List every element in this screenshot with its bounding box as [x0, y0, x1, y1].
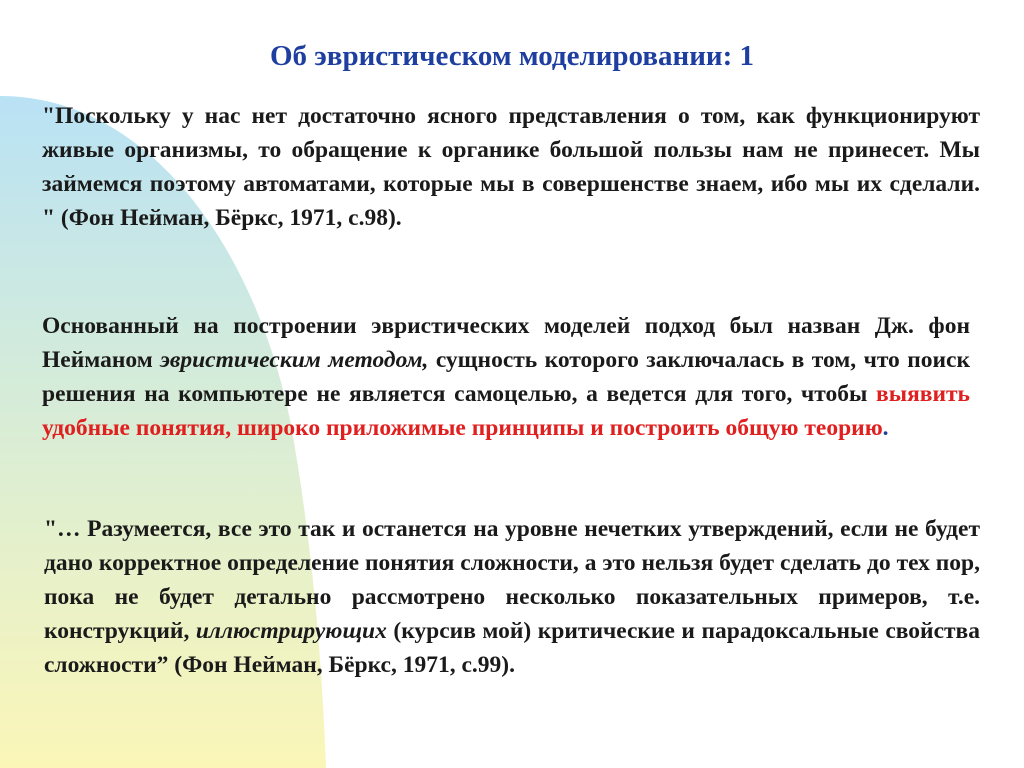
quote-2-text-1: "… Разумеется, все это так и останется на уровне нечетких утверждений, если не будет дано корректное определение понятия сложности, а это нельзя будет сделать до тех пор, пока не будет детально рассмотрено несколько показательных примеров, т.е. конструкций, — [44, 516, 980, 644]
quote-2-text-2: (курсив мой) критические и парадоксальные свойства сложности” (Фон Нейман, Бёркс, 1971, с.99). — [44, 618, 981, 678]
slide-title: Об эвристическом моделировании: 1 — [269, 40, 755, 72]
main-paragraph-text-1: Основанный на построении эвристических моделей подход был назван Дж. фон Нейманом — [42, 313, 970, 373]
italic-term: эвристическим методом, — [160, 347, 429, 373]
paragraph-end-period: . — [882, 415, 889, 441]
quote-paragraph-2 — [44, 512, 980, 682]
italic-word: иллюстрирующих — [195, 618, 387, 644]
main-paragraph — [42, 309, 970, 445]
quote-paragraph-1: "Поскольку у нас нет достаточно ясного представления о том, как функционируют живые организмы, то обращение к органике большой пользы нам не принесет. Мы займемся поэтому автоматами, которые мы в совершенстве знаем, ибо мы их сделали. " (Фон Нейман, Бёркс, 1971, с.98). — [42, 103, 980, 231]
main-paragraph-text-2: сущность которого заключалась в том, что поиск решения на компьютере не является самоцелью, а ведется для того, чтобы — [42, 347, 970, 407]
highlighted-phrase: выявить удобные понятия, широко приложимые принципы и построить общую теорию — [42, 381, 970, 441]
